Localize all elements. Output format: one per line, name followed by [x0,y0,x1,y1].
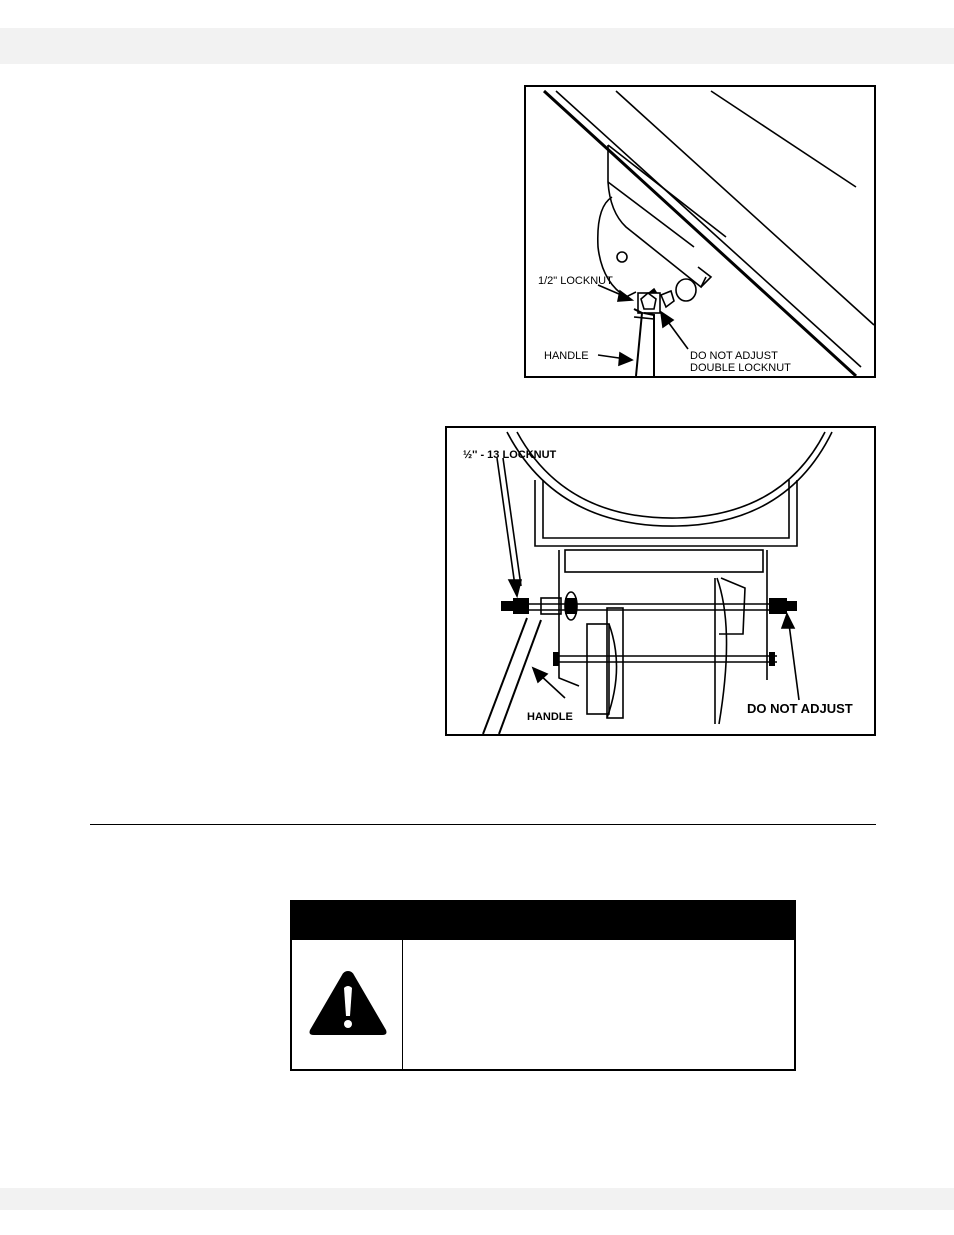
label-half-inch-locknut: 1/2" LOCKNUT [538,275,613,287]
locknut-side-view-drawing [526,87,874,376]
section-divider [90,824,876,825]
label-do-not-adjust: DO NOT ADJUST [690,350,778,362]
label-handle: HANDLE [544,350,589,362]
label-handle: HANDLE [527,711,573,723]
figure-locknut-front-view [445,426,876,736]
label-half-13-locknut: ½'' - 13 LOCKNUT [463,449,557,461]
label-double-locknut: DOUBLE LOCKNUT [690,362,791,374]
safety-notice-box [290,900,796,1071]
header-band [0,28,954,64]
warning-triangle-icon [308,968,388,1038]
safety-notice-header [292,902,794,940]
figure-locknut-side-view [524,85,876,378]
locknut-front-view-drawing [447,428,874,734]
safety-notice-column-divider [402,940,403,1069]
footer-band [0,1188,954,1210]
label-do-not-adjust: DO NOT ADJUST [747,701,853,716]
